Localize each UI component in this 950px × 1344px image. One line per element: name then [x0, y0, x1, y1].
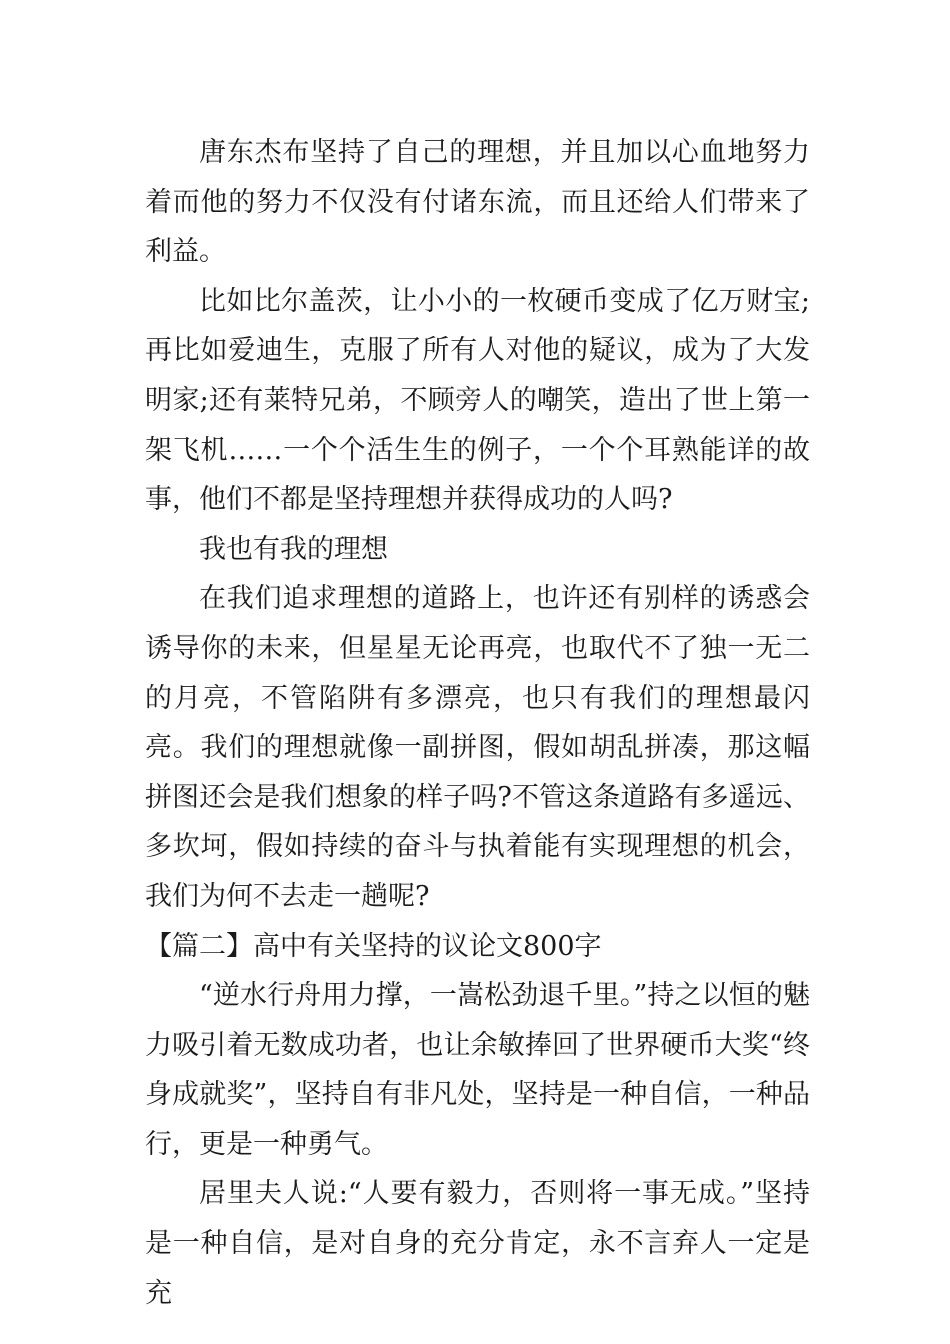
body-paragraph: 比如比尔盖茨，让小小的一枚硬币变成了亿万财宝;再比如爱迪生，克服了所有人对他的疑议，成为了大发明家;还有莱特兄弟，不顾旁人的嘲笑，造出了世上第一架飞机……一个个活生生的例子，一个个耳熟能详的故事，他们不都是坚持理想并获得成功的人吗?	[145, 285, 810, 516]
body-paragraph: 唐东杰布坚持了自己的理想，并且加以心血地努力着而他的努力不仅没有付诸东流，而且还给人们带来了利益。	[145, 137, 810, 268]
section-heading: 【篇二】高中有关坚持的议论文800字	[145, 930, 602, 962]
subheading: 我也有我的理想	[199, 533, 388, 565]
body-paragraph: 在我们追求理想的道路上，也许还有别样的诱惑会诱导你的未来，但星星无论再亮，也取代不了独一无二的月亮，不管陷阱有多漂亮，也只有我们的理想最闪亮。我们的理想就像一副拼图，假如胡乱拼凑，那这幅拼图还会是我们想象的样子吗?不管这条道路有多遥远、多坎坷，假如持续的奋斗与执着能有实现理想的机会，我们为何不去走一趟呢?	[145, 583, 810, 912]
body-paragraph: 居里夫人说:“人要有毅力，否则将一事无成。”坚持是一种自信，是对自身的充分肯定，永不言弃人一定是充	[145, 1178, 810, 1309]
body-paragraph: “逆水行舟用力撑，一嵩松劲退千里。”持之以恒的魅力吸引着无数成功者，也让余敏捧回了世界硬币大奖“终身成就奖”，坚持自有非凡处，坚持是一种自信，一种品行，更是一种勇气。	[145, 980, 810, 1160]
text-column	[145, 128, 810, 1318]
